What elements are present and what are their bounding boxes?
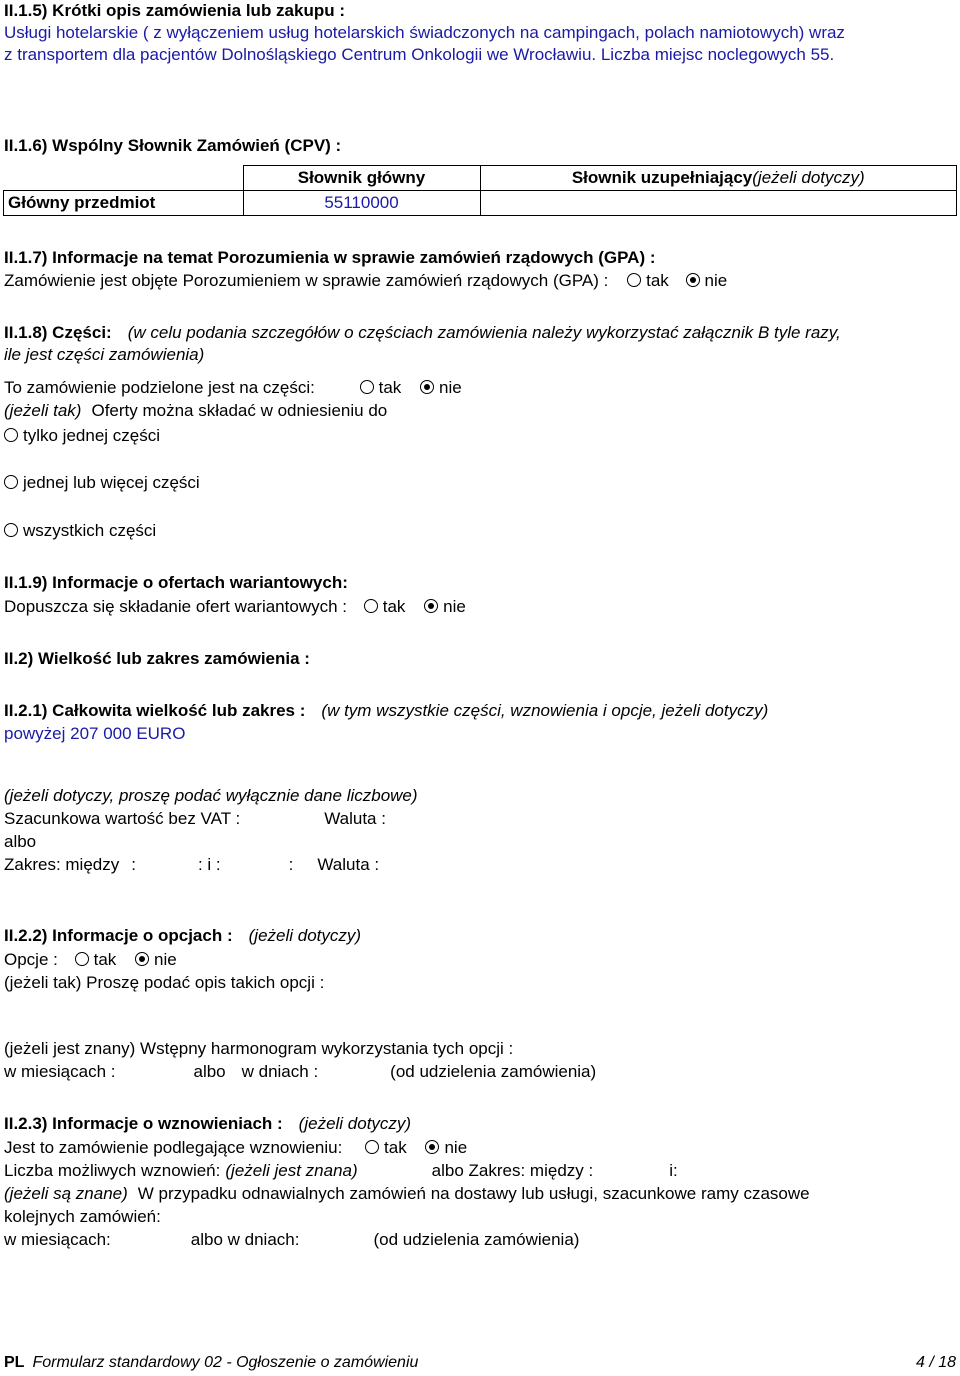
renewals-from: (od udzielenia zamówienia)	[373, 1230, 580, 1249]
renewals-no-radio[interactable]	[425, 1140, 439, 1154]
gpa-no-label: nie	[704, 271, 728, 290]
parts-choice-2-radio[interactable]	[4, 475, 18, 489]
parts-question-row	[4, 377, 462, 399]
cpv-col-supp-label: Słownik uzupełniający	[571, 168, 753, 187]
or-label: albo	[4, 832, 37, 851]
parts-offers-row	[4, 400, 387, 422]
parts-no-label: nie	[439, 378, 462, 397]
section-heading-2-1: II.2.1) Całkowita wielkość lub zakres :	[4, 701, 306, 720]
options-no-radio[interactable]	[135, 952, 149, 966]
estimate-label: Szacunkowa wartość bez VAT :	[4, 809, 241, 828]
cpv-col-supp	[480, 166, 957, 191]
total-note: (w tym wszystkie części, wznowienia i opcje, jeżeli dotyczy)	[321, 701, 769, 720]
renewals-and: i:	[669, 1161, 678, 1180]
description-line-1: Usługi hotelarskie ( z wyłączeniem usług hotelarskich świadczonych na campingach, polach namiotowych) wraz	[4, 23, 845, 42]
gpa-question: Zamówienie jest objęte Porozumieniem w sprawie zamówień rządowych (GPA) :	[4, 271, 609, 290]
parts-choice-1-radio[interactable]	[4, 428, 18, 442]
gpa-question-row	[4, 270, 727, 292]
footer-lang: PL	[4, 1354, 25, 1371]
options-or: albo	[193, 1062, 226, 1081]
parts-note-2: ile jest części zamówienia)	[4, 345, 205, 364]
renewals-question: Jest to zamówienie podlegające wznowieniu:	[4, 1138, 343, 1157]
renewals-count-note: (jeżeli jest znana)	[225, 1161, 358, 1180]
parts-choice-3	[4, 520, 156, 542]
description-line-2: z transportem dla pacjentów Dolnośląskiego Centrum Onkologii we Wrocławiu. Liczba miejsc noclegowych 55.	[4, 45, 835, 64]
renewals-range: albo Zakres: między :	[431, 1161, 594, 1180]
renewals-timeframe-1: W przypadku odnawialnych zamówień na dostawy lub usługi, szacunkowe ramy czasowe	[137, 1184, 810, 1203]
section-heading-2-3: II.2.3) Informacje o wznowieniach :	[4, 1114, 283, 1133]
parts-yes-radio[interactable]	[360, 380, 374, 394]
options-from: (od udzielenia zamówienia)	[390, 1062, 597, 1081]
parts-note-1: (w celu podania szczegółów o częściach zamówienia należy wykorzystać załącznik B tyle razy,	[127, 323, 841, 342]
cpv-row-label: Główny przedmiot	[4, 191, 244, 216]
gpa-yes-label: tak	[646, 271, 669, 290]
variants-no-radio[interactable]	[424, 599, 438, 613]
renewals-months: w miesiącach:	[4, 1230, 111, 1249]
variants-question: Dopuszcza się składanie ofert wariantowych :	[4, 597, 347, 616]
renewals-heading-row	[4, 1113, 411, 1135]
range-label: Zakres: między	[4, 855, 120, 874]
renewals-count-row	[4, 1160, 678, 1182]
section-heading-1-7: II.1.7) Informacje na temat Porozumienia w sprawie zamówień rządowych (GPA) :	[4, 248, 656, 267]
section-heading-1-8: II.1.8) Części:	[4, 323, 112, 342]
parts-question: To zamówienie podzielone jest na części:	[4, 378, 315, 397]
options-duration-row	[4, 1061, 596, 1083]
renewals-question-row	[4, 1137, 467, 1159]
parts-choice-1	[4, 425, 160, 447]
renewals-note: (jeżeli dotyczy)	[298, 1114, 412, 1133]
page-footer	[4, 1354, 956, 1372]
parts-choice-3-radio[interactable]	[4, 523, 18, 537]
options-no-label: nie	[154, 950, 177, 969]
renewals-no-label: nie	[444, 1138, 468, 1157]
section-heading-1-5: II.1.5) Krótki opis zamówienia lub zakupu :	[4, 1, 345, 20]
currency-label-2: Waluta :	[317, 855, 380, 874]
options-heading-row	[4, 925, 361, 947]
total-value: powyżej 207 000 EURO	[4, 724, 186, 743]
renewals-yes-label: tak	[384, 1138, 407, 1157]
renewals-timeframe-row	[4, 1183, 810, 1205]
options-yes-label: tak	[93, 950, 117, 969]
range-and: : i :	[197, 855, 221, 874]
cpv-supp-code	[480, 191, 957, 216]
cpv-table	[3, 165, 957, 216]
parts-choice-2	[4, 472, 200, 494]
renewals-count: Liczba możliwych wznowień:	[4, 1161, 221, 1180]
options-desc: (jeżeli tak) Proszę podać opis takich opcji :	[4, 973, 325, 992]
renewals-known: (jeżeli są znane)	[4, 1184, 128, 1203]
renewals-days: albo w dniach:	[190, 1230, 300, 1249]
renewals-timeframe-2: kolejnych zamówień:	[4, 1207, 161, 1226]
range-colon-2: :	[288, 855, 294, 874]
footer-form: Formularz standardowy 02 - Ogłoszenie o zamówieniu	[32, 1354, 419, 1371]
options-question-row	[4, 949, 177, 971]
variants-yes-label: tak	[382, 597, 406, 616]
cpv-col-supp-note: (jeżeli dotyczy)	[752, 168, 865, 187]
currency-label: Waluta :	[324, 809, 386, 828]
section-heading-2-2: II.2.2) Informacje o opcjach :	[4, 926, 233, 945]
numeric-note: (jeżeli dotyczy, proszę podać wyłącznie dane liczbowe)	[4, 786, 418, 805]
variants-question-row	[4, 596, 466, 618]
cpv-main-code: 55110000	[243, 191, 480, 216]
range-row	[4, 854, 379, 876]
total-heading-row	[4, 700, 768, 722]
section-heading-1-9: II.1.9) Informacje o ofertach wariantowych:	[4, 573, 348, 592]
parts-offers: Oferty można składać w odniesieniu do	[91, 401, 388, 420]
parts-choice-2-label: jednej lub więcej części	[23, 473, 200, 492]
cpv-col-main: Słownik główny	[243, 166, 480, 191]
parts-yes-label: tak	[378, 378, 402, 397]
section-heading-2: II.2) Wielkość lub zakres zamówienia :	[4, 649, 310, 668]
options-days: w dniach :	[241, 1062, 319, 1081]
options-note: (jeżeli dotyczy)	[248, 926, 362, 945]
variants-yes-radio[interactable]	[364, 599, 378, 613]
options-months: w miesiącach :	[4, 1062, 116, 1081]
variants-no-label: nie	[443, 597, 466, 616]
options-schedule: (jeżeli jest znany) Wstępny harmonogram wykorzystania tych opcji :	[4, 1039, 514, 1058]
estimate-row	[4, 808, 386, 830]
parts-choice-1-label: tylko jednej części	[23, 426, 161, 445]
gpa-yes-radio[interactable]	[627, 273, 641, 287]
section-heading-1-6: II.1.6) Wspólny Słownik Zamówień (CPV) :	[4, 136, 342, 155]
renewals-yes-radio[interactable]	[365, 1140, 379, 1154]
gpa-no-radio[interactable]	[686, 273, 700, 287]
footer-page-number: 4 / 18	[915, 1354, 956, 1371]
renewals-duration-row	[4, 1229, 579, 1251]
parts-if-yes: (jeżeli tak)	[4, 401, 82, 420]
parts-no-radio[interactable]	[420, 380, 434, 394]
parts-heading-row	[4, 322, 841, 344]
options-question: Opcje :	[4, 950, 58, 969]
options-yes-radio[interactable]	[75, 952, 89, 966]
parts-choice-3-label: wszystkich części	[23, 521, 157, 540]
range-colon: :	[131, 855, 136, 874]
